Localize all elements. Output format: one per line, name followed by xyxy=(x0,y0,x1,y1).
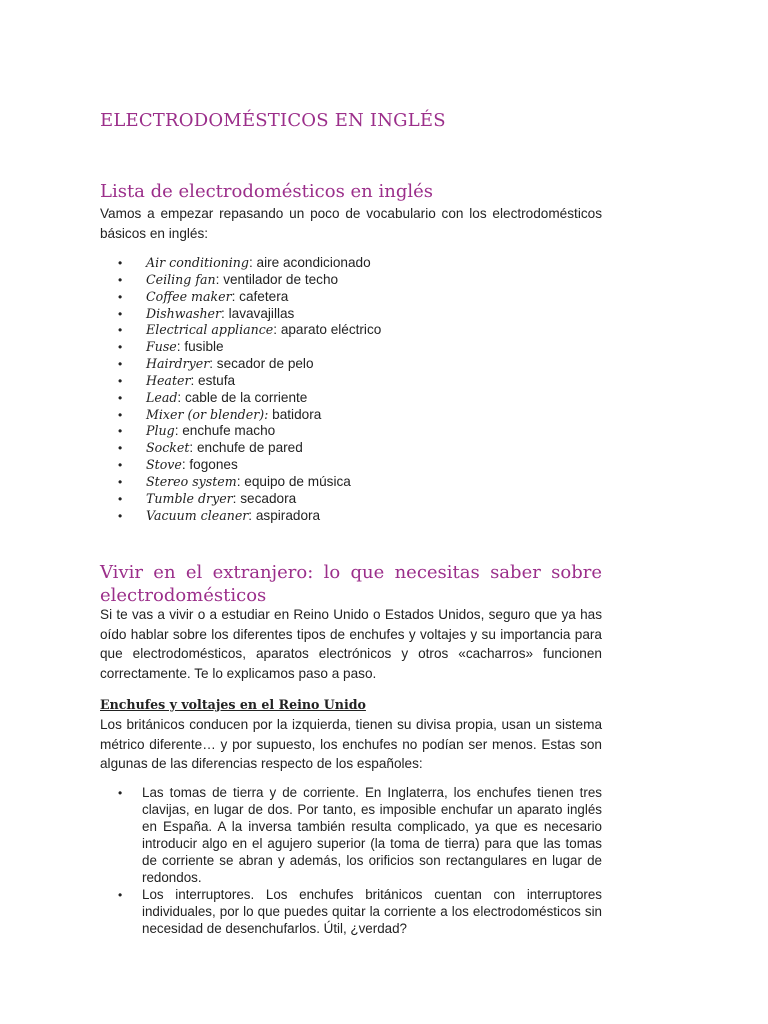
vocab-term: Mixer (or blender): xyxy=(146,406,269,422)
difference-item xyxy=(100,887,602,938)
uk-plugs-paragraph: Los británicos conducen por la izquierda, tienen su divisa propia, usan un sistema métrico diferente… y por supuesto, los enchufes no podían ser menos. Estas son algunas de las diferencias respecto de los españoles: xyxy=(100,717,602,771)
vocab-item xyxy=(100,339,602,356)
vocab-separator: : xyxy=(209,356,217,372)
difference-text: Las tomas de tierra y de corriente. En Inglaterra, los enchufes tienen tres clavijas, en lugar de dos. Por tanto, es imposible enchufar un aparato inglés en España. A la inversa también resulta complicado, ya que es necesario introducir algo en el agujero superior (la toma de tierra) para que las tomas de corriente se abran y además, los orificios son rectangulares en lugar de redondos. xyxy=(142,785,602,885)
section-heading-vocabulary: Lista de electrodomésticos en inglés xyxy=(100,181,434,202)
bullet-icon: • xyxy=(118,458,123,473)
vocab-term: Air conditioning xyxy=(146,255,249,270)
vocab-translation: cafetera xyxy=(239,288,289,304)
vocab-item xyxy=(100,289,602,306)
uk-plugs-subheading: Enchufes y voltajes en el Reino Unido xyxy=(100,697,366,712)
vocab-term: Plug xyxy=(146,423,175,439)
vocab-term: Fuse xyxy=(146,339,177,355)
vocabulary-list xyxy=(100,255,602,525)
vocab-separator: : xyxy=(177,389,185,405)
bullet-icon: • xyxy=(118,340,123,355)
vocab-term: Lead xyxy=(146,389,178,405)
bullet-icon: • xyxy=(118,357,123,372)
vocab-item xyxy=(100,440,602,457)
vocab-item xyxy=(100,423,602,440)
bullet-icon: • xyxy=(118,289,123,304)
heading-line-2: electrodomésticos xyxy=(100,585,267,606)
difference-text: Los interruptores. Los enchufes británicos cuentan con interruptores individuales, por lo que puedes quitar la corriente a los electrodomésticos sin necesidad de desenchufarlos. Útil, ¿verdad? xyxy=(142,886,602,936)
bullet-icon: • xyxy=(118,887,123,902)
vocab-item xyxy=(100,272,602,289)
vocab-separator: : xyxy=(248,507,256,523)
vocab-translation: fusible xyxy=(184,339,224,355)
bullet-icon: • xyxy=(118,508,123,523)
vocab-translation: cable de la corriente xyxy=(184,389,308,405)
vocab-term: Stereo system xyxy=(146,473,237,489)
vocab-term: Socket xyxy=(146,440,190,456)
vocab-item xyxy=(100,356,602,373)
vocab-item xyxy=(100,255,602,272)
vocab-translation: enchufe macho xyxy=(182,423,276,439)
vocab-translation: aparato eléctrico xyxy=(280,322,382,338)
vocab-translation: lavavajillas xyxy=(228,305,295,321)
vocab-separator: : xyxy=(181,457,190,473)
vocab-translation: aire acondicionado xyxy=(256,255,371,270)
vocab-term: Stove xyxy=(146,457,182,473)
bullet-icon: • xyxy=(118,441,123,456)
differences-list xyxy=(100,785,602,938)
vocab-separator: : xyxy=(232,490,241,506)
vocab-item xyxy=(100,322,602,339)
bullet-icon: • xyxy=(118,373,123,388)
vocab-item xyxy=(100,474,602,491)
vocab-separator: : xyxy=(189,440,197,456)
vocab-translation: estufa xyxy=(198,372,236,388)
bullet-icon: • xyxy=(118,390,123,405)
bullet-icon: • xyxy=(118,424,123,439)
vocab-translation: aspiradora xyxy=(255,507,321,523)
vocab-separator: : xyxy=(176,339,185,355)
vocab-item xyxy=(100,390,602,407)
heading-line-1: Vivir en el extranjero: lo que necesitas saber sobre xyxy=(100,562,602,583)
vocab-term: Vacuum cleaner xyxy=(146,507,249,523)
intro-paragraph: Vamos a empezar repasando un poco de vocabulario con los electrodomésticos básicos en inglés: xyxy=(100,206,602,241)
vocab-translation: fogones xyxy=(189,457,238,473)
vocab-translation: secador de pelo xyxy=(216,356,314,372)
bullet-icon: • xyxy=(118,407,123,422)
vocab-translation: secadora xyxy=(240,490,297,506)
vocab-separator: : xyxy=(215,271,224,287)
vocab-term: Dishwasher xyxy=(146,305,222,321)
vocab-item xyxy=(100,407,602,424)
vocab-separator: : xyxy=(221,305,229,321)
bullet-icon: • xyxy=(118,272,123,287)
vocab-term: Ceiling fan xyxy=(146,271,216,287)
vocab-separator: : xyxy=(273,322,281,338)
vocab-item xyxy=(100,306,602,323)
bullet-icon: • xyxy=(118,306,123,321)
vocab-separator: : xyxy=(248,255,257,270)
vocab-translation: batidora xyxy=(272,406,322,422)
vocab-item xyxy=(100,373,602,390)
document-title: ELECTRODOMÉSTICOS EN INGLÉS xyxy=(100,110,446,131)
vocab-separator: : xyxy=(236,473,245,489)
vocab-item xyxy=(100,457,602,474)
vocab-term: Coffee maker xyxy=(146,288,232,304)
vocab-term: Hairdryer xyxy=(146,356,210,372)
difference-item xyxy=(100,785,602,887)
vocab-separator: : xyxy=(190,372,199,388)
vocab-term: Electrical appliance xyxy=(146,322,274,338)
section-heading-living-abroad xyxy=(100,561,602,607)
bullet-icon: • xyxy=(118,491,123,506)
bullet-icon: • xyxy=(118,256,123,270)
bullet-icon: • xyxy=(118,474,123,489)
vocab-item xyxy=(100,491,602,508)
vocab-term: Tumble dryer xyxy=(146,490,233,506)
vocab-translation: equipo de música xyxy=(244,473,351,489)
vocab-term: Heater xyxy=(146,372,191,388)
living-abroad-paragraph: Si te vas a vivir o a estudiar en Reino Unido o Estados Unidos, seguro que ya has oído hablar sobre los diferentes tipos de enchufes y voltajes y su importancia para que electrodomésticos, aparatos electrónicos y otros «cacharros» funcionen correctamente. Te lo explicamos paso a paso. xyxy=(100,607,602,681)
vocab-translation: enchufe de pared xyxy=(196,440,303,456)
vocab-separator: : xyxy=(174,423,183,439)
vocab-separator: : xyxy=(231,288,240,304)
bullet-icon: • xyxy=(118,786,123,800)
bullet-icon: • xyxy=(118,323,123,338)
vocab-item xyxy=(100,508,602,525)
vocab-translation: ventilador de techo xyxy=(223,271,339,287)
